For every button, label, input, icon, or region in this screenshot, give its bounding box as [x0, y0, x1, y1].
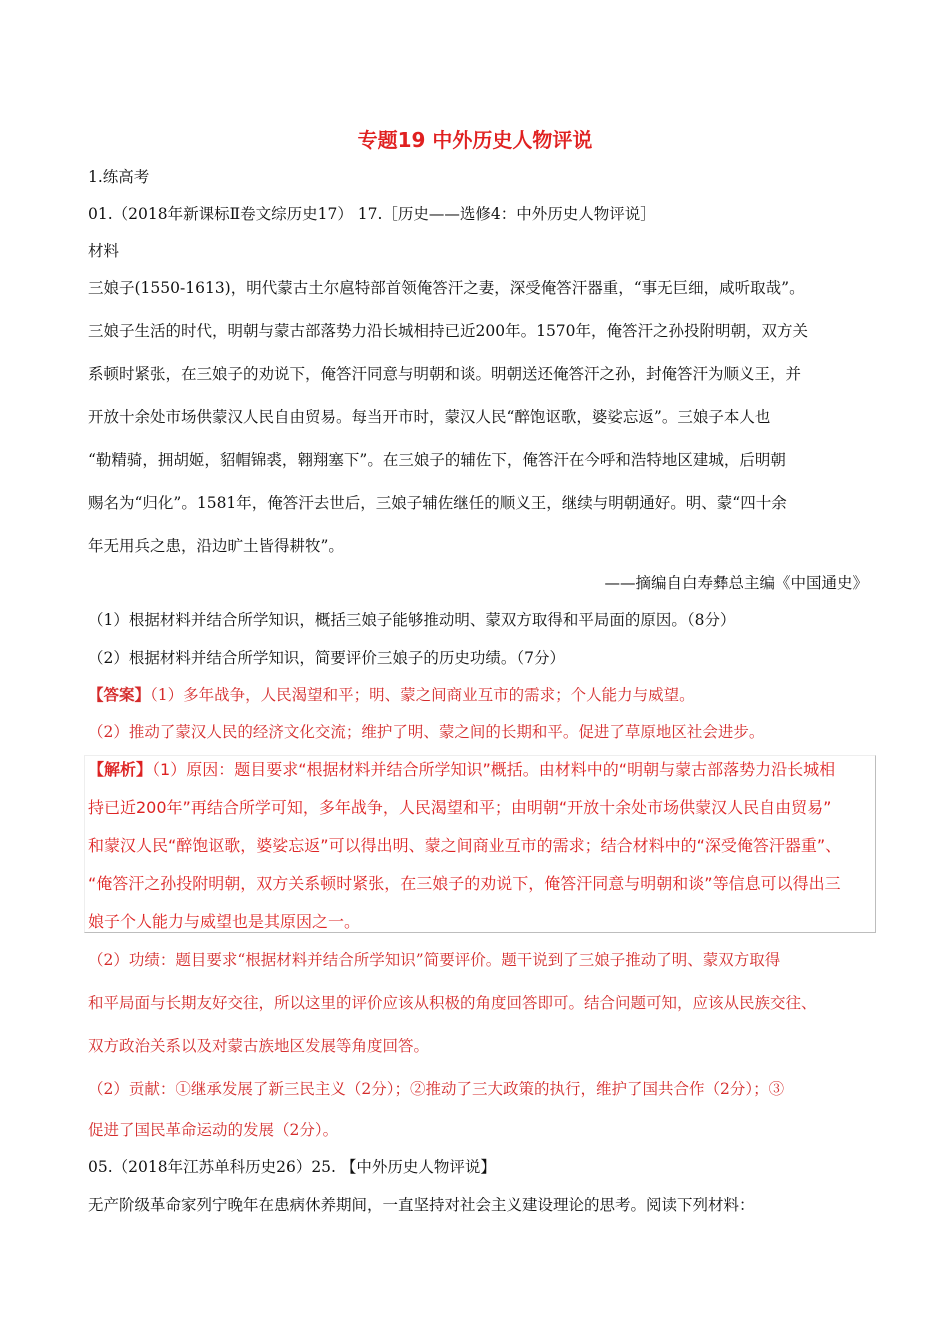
answer-label: 【答案】 — [88, 685, 151, 704]
analysis2-line: 双方政治关系以及对蒙古族地区发展等角度回答。 — [88, 1037, 430, 1055]
material-line: 开放十余处市场供蒙汉人民自由贸易。每当开市时，蒙汉人民“醉饱讴歌，婆娑忘返”。三娘子本人也 — [88, 408, 771, 426]
analysis-line: 持已近200年”再结合所学可知，多年战争，人民渴望和平；由明朝“开放十余处市场供蒙汉人民自由贸易” — [88, 798, 832, 817]
contribution-line: （2）贡献：①继承发展了新三民主义（2分）；②推动了三大政策的执行，维护了国共合作（2分）；③ — [88, 1080, 785, 1098]
material-line: 赐名为“归化”。1581年，俺答汗去世后，三娘子辅佐继任的顺义王，继续与明朝通好。明、蒙“四十余 — [88, 494, 787, 512]
material-line: 三娘子生活的时代，明朝与蒙古部落势力沿长城相持已近200年。1570年，俺答汗之孙投附明朝，双方关 — [88, 322, 809, 340]
analysis-line: 和蒙汉人民“醉饱讴歌，婆娑忘返”可以得出明、蒙之间商业互市的需求；结合材料中的“深受俺答汗器重”、 — [88, 836, 842, 855]
analysis-line-1 — [88, 760, 870, 780]
analysis2-line: 和平局面与长期友好交往，所以这里的评价应该从积极的角度回答即可。结合问题可知，应该从民族交往、 — [88, 994, 817, 1012]
answer-line-2: （2）推动了蒙汉人民的经济文化交流；维护了明、蒙之间的长期和平。促进了草原地区社会进步。 — [88, 723, 765, 741]
analysis-text: （1）原因：题目要求“根据材料并结合所学知识”概括。由材料中的“明朝与蒙古部落势力沿长城相 — [152, 760, 836, 779]
material-label: 材料 — [88, 242, 120, 260]
q1-source: 01.（2018年新课标Ⅱ卷文综历史17） 17.［历史——选修4：中外历史人物评说］ — [88, 205, 656, 223]
question-1: （1）根据材料并结合所学知识，概括三娘子能够推动明、蒙双方取得和平局面的原因。（8分） — [88, 611, 736, 629]
q5-source: 05.（2018年江苏单科历史26）25. 【中外历史人物评说】 — [88, 1158, 496, 1176]
section-label: 1.练高考 — [88, 168, 150, 186]
material-line: “勒精骑，拥胡姬，貂帽锦裘，翱翔塞下”。在三娘子的辅佐下，俺答汗在今呼和浩特地区建城，后明朝 — [88, 451, 786, 469]
material-line: 系顿时紧张，在三娘子的劝说下，俺答汗同意与明朝和谈。明朝送还俺答汗之孙，封俺答汗为顺义王，并 — [88, 365, 802, 383]
analysis-line: 娘子个人能力与威望也是其原因之一。 — [88, 912, 361, 931]
q5-intro: 无产阶级革命家列宁晚年在患病休养期间，一直坚持对社会主义建设理论的思考。阅读下列材料： — [88, 1196, 755, 1214]
answer-text-1: （1）多年战争，人民渴望和平；明、蒙之间商业互市的需求；个人能力与威望。 — [150, 686, 695, 704]
citation: ——摘编自白寿彝总主编《中国通史》 — [604, 574, 868, 592]
page-title: 专题19 中外历史人物评说 — [357, 128, 593, 152]
material-line: 年无用兵之患，沿边旷土皆得耕牧”。 — [88, 537, 344, 555]
answer-line-1 — [88, 685, 868, 705]
contribution-line: 促进了国民革命运动的发展（2分）。 — [88, 1121, 339, 1139]
analysis-label: 【解析】 — [88, 760, 153, 779]
material-line: 三娘子(1550-1613)，明代蒙古土尔扈特部首领俺答汗之妻，深受俺答汗器重，“事无巨细，咸听取哉”。 — [88, 279, 805, 297]
analysis-line: “俺答汗之孙投附明朝，双方关系顿时紧张，在三娘子的劝说下，俺答汗同意与明朝和谈”等信息可以得出三 — [88, 874, 841, 893]
question-2: （2）根据材料并结合所学知识，简要评价三娘子的历史功绩。（7分） — [88, 649, 565, 667]
analysis2-line: （2）功绩：题目要求“根据材料并结合所学知识”简要评价。题干说到了三娘子推动了明、蒙双方取得 — [88, 951, 781, 969]
